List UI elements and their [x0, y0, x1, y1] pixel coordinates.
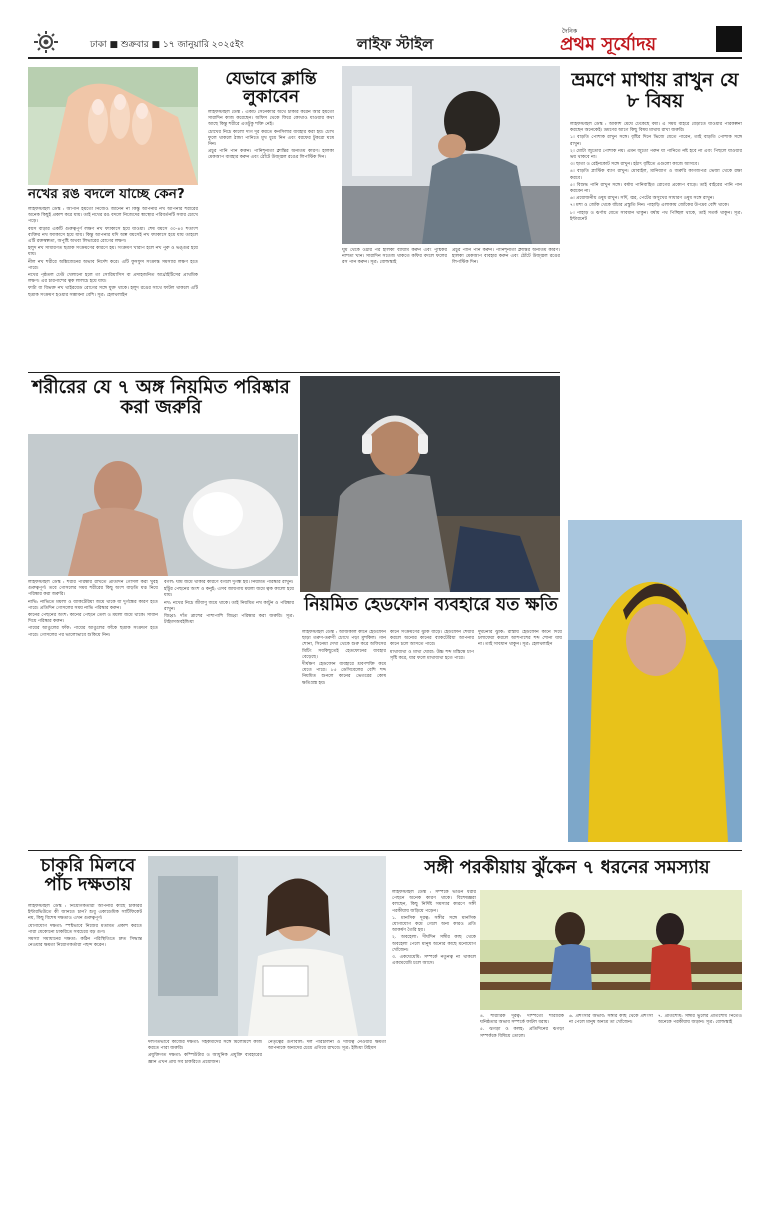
headphones-photo: [300, 376, 560, 592]
travel-paragraph: ৬। প্রয়োজনীয় ওষুধ রাখুন। সর্দি, জ্বর, পেটের অসুখের সাধারণ ওষুধ সঙ্গে রাখুন।: [570, 196, 715, 202]
nails-paragraph: ফাটা বা বিভক্ত নখ থাইরয়েড রোগের সঙ্গে যুক্ত থাকে। হলুদ রঙের সাথে ফাটল থাকলে এটি ছত্রাক সংক্রমণ হওয়ার সম্ভাবনা বেশি। সূত্র: হেলথলাইন: [28, 286, 198, 298]
relationship-paragraph: ১. মানসিক দূরত্ব: সঙ্গীর সঙ্গে মানসিক যোগাযোগ কমে গেলে অন্য কারও প্রতি আকর্ষণ তৈরি হয়।: [392, 915, 476, 934]
travel-paragraph: ৫। বিশুদ্ধ পানি রাখুন সঙ্গে। বর্ষায় পানিবাহিত রোগের প্রকোপ বাড়ে। তাই বাইরের পানি পান করবেন না।: [570, 182, 742, 195]
relationship-col4: [658, 1014, 742, 1172]
logo-small: দৈনিক: [562, 28, 578, 35]
job-skills-col2: [148, 1040, 262, 1172]
body-parts-paragraph: নাভি: নাভিতে ময়লা ও ব্যাকটেরিয়া জমে থাকে যা দুর্গন্ধের কারণ হতে পারে। প্রতিদিন গোসলের সময় নাভি পরিষ্কার করুন।: [28, 599, 158, 611]
relationship-col3: [569, 1014, 653, 1172]
job-skills-headline: চাকরি মিলবে পাঁচ দক্ষতায়: [40, 855, 136, 896]
fatigue-paragraph: লাইফস্টাইল ডেস্ক : একটি সেনেকারি অর্থে চাকরি করেন আর হয়তো সারাদিন কাজ করেছেন। অফিস থেকে ফিরে কোথাও যাওয়ার কথা আছে কিন্তু শরীরে এতটুকু শক্তি নেই।: [208, 110, 334, 128]
nails-paragraph: লাইফস্টাইল ডেস্ক : আপনি হয়তো নিজেও জানেন না কিন্তু আপনার নখ আপনার শরীরের অনেক কিছুই প্রকাশ করে যায়। তাই নখের রঙ বদলে নিজেদের স্বাস্থ্যের পরিবর্তনটি সবার চোখে পড়ে।: [28, 207, 198, 225]
relationship-col2: [480, 1014, 564, 1172]
relationship-paragraph: ৫. ঝগড়া ও কলহ: প্রতিদিনের ঝগড়া সম্পর্ককে বিষিয়ে তোলে।: [480, 1027, 564, 1039]
headphones-paragraph: কানে সংক্রমণের ঝুঁকি বাড়ে। হেডফোন শেয়ার করলে অন্যের কানের ব্যাকটেরিয়া আপনার কানে চলে আসতে পারে।: [390, 630, 474, 648]
travel-paragraph: ২। মোটা জুতোর পোশাক নয়। এমন জুতো পরুন যা পানিতে নষ্ট হবে না এবং পিছলে যাওয়ার ভয় থাকবে না।: [570, 148, 742, 161]
travel-paragraph: ৮। পাহাড় ও ঝর্ণায় যেতে সাবধান থাকুন। বর্ষায় পথ পিচ্ছিল থাকে, তাই সতর্ক থাকুন। সূত্র: ইন্টারনেট: [570, 210, 742, 222]
masthead: [0, 0, 768, 58]
job-skills-photo: [148, 856, 386, 1036]
fatigue-photo: [342, 66, 560, 244]
section-title: লাইফ স্টাইল: [356, 35, 434, 53]
masthead-rule: [28, 57, 742, 59]
travel-paragraph: ১। বাড়তি পোশাক রাখুন সঙ্গে। বৃষ্টির দিনে ভিজে যেতে পারেন, তাই বাড়তি পোশাক সঙ্গে রাখুন।: [570, 135, 742, 147]
nails-paragraph: নখের পৃষ্ঠতল ঢেউ খেলানো হলে তা সোরিয়াসিস বা প্রদাহজনিত আর্থ্রাইটিসের প্রাথমিক লক্ষণ। এর চারপাশের ত্বক লালচে হয়ে যায়।: [28, 273, 198, 285]
job-skills-paragraph: লাইফস্টাইল ডেস্ক : নিয়োগকর্তারা আপনার কাছে চাকরির ইন্টারভিউতে কী জানতে চান? শুধু একাডেমিক সার্টিফিকেট নয়, কিছু বিশেষ দক্ষতাও এখন গুরুত্বপূর্ণ।: [28, 904, 142, 922]
body-parts-col2: [164, 580, 294, 858]
job-skills-paragraph: প্রযুক্তিগত দক্ষতা: কম্পিউটার ও আধুনিক প্রযুক্তি ব্যবহারের জ্ঞান এখন প্রায় সব চাকরিতে প্রয়োজন।: [148, 1053, 262, 1065]
body-parts-headline: শরীরের যে ৭ অঙ্গ নিয়মিত পরিষ্কার করা জরুরি: [32, 377, 290, 418]
fatigue-paragraph: ঘুম থেকে ওঠার পর হালকা ব্যায়াম করুন এবং পুষ্টিকর নাশতা খান। সারাদিন সতেজ থাকতে কফির বদলে ফলের রস পান করুন। সূত্র: বোল্ডস্কাই: [342, 248, 447, 266]
logo-black-block: [716, 26, 742, 52]
fatigue-body-col3: [452, 248, 560, 368]
body-parts-paragraph: পায়ের আঙুলের ফাঁক: পায়ের আঙুলের ফাঁকে ছত্রাক সংক্রমণ হতে পারে। গোসলের পর ভালোভাবে শুকিয়ে নিন।: [28, 626, 158, 638]
headphones-paragraph: মাথাব্যথা ও মাথা ঘোরা: উচ্চ শব্দ মস্তিষ্কে চাপ সৃষ্টি করে, যার ফলে মাথাব্যথা হতে পারে।: [390, 649, 474, 661]
travel-paragraph: ৪। বাড়তি প্লাস্টিক ব্যাগ রাখুন। মোবাইল, মানিব্যাগ ও জরুরি কাগজপত্র ভেজা থেকে রক্ষা করবে।: [570, 169, 742, 181]
fatigue-paragraph: চোখের নিচে কালো দাগ দূর করতে কনসিলার ব্যবহার করা হয়। চোখ ফুলে থাকলে ঠান্ডা পানিতে মুখ ধুয়ে নিন এবং বরফের টুকরো ঘষে নিন।: [208, 129, 334, 148]
relationship-col1: [392, 890, 476, 1172]
job-skills-paragraph: দলগতভাবে কাজের দক্ষতা: সহকর্মীদের সঙ্গে মিলেমিশে কাজ করতে পারা জরুরি।: [148, 1040, 262, 1052]
body-parts-paragraph: হাঁটুর পেছনের অংশ ও কনুই: এসব জায়গায় ময়লা জমে ত্বক কালো হয়ে যায়।: [164, 587, 294, 599]
newspaper-logo: প্রথম সূর্যোদয়: [560, 34, 657, 55]
date-line: ঢাকা ■ শুক্রবার ■ ১৭ জানুয়ারি ২০২৫ইং: [90, 40, 244, 50]
relationship-headline: সঙ্গী পরকীয়ায় ঝুঁকেন ৭ ধরনের সমস্যায়: [424, 857, 710, 878]
nails-paragraph: বয়স বাড়ার একটি গুরুত্বপূর্ণ লক্ষণ নখ ফ্যাকাসে হয়ে যাওয়া। শেষ বয়সে ৩০-৪০ শতাংশ ব্যক্তির নখ ফ্যাকাসে হয়ে যায়। কিন্তু আপনার যদি অল্প বয়সেই নখ ফ্যাকাসে হয়ে যায় তাহলে এটি রক্তস্বল্পতা, অপুষ্টি অথবা লিভারের রোগের লক্ষণ।: [28, 226, 198, 245]
relationship-paragraph: ৪. শারীরিক দূরত্ব: দাম্পত্যে শারীরিক ঘনিষ্ঠতার অভাব সম্পর্কে ফাটল ধরায়।: [480, 1014, 564, 1026]
headphones-paragraph: দীর্ঘক্ষণ হেডফোন ব্যবহারে শ্রবণশক্তি কমে যেতে পারে। ৮৫ ডেসিবেলের বেশি শব্দ নিয়মিত শুনলে কানের ভেতরের কোষ ক্ষতিগ্রস্ত হয়।: [302, 662, 386, 686]
job-skills-col1: [28, 904, 142, 1172]
fatigue-body-col2: [342, 248, 447, 368]
shower-photo: [28, 434, 298, 576]
headphones-headline: নিয়মিত হেডফোন ব্যবহারে যত ক্ষতি: [304, 595, 558, 615]
fatigue-headline: যেভাবে ক্লান্তি লুকাবেন: [225, 69, 317, 108]
fatigue-paragraph: প্রচুর পানি পান করুন। পানিশূন্যতা ক্লান্তির অন্যতম কারণ। হালকা মেকআপ ব্যবহার করুন এবং ঠোঁটে উজ্জ্বল রঙের লিপস্টিক দিন।: [208, 149, 334, 161]
body-parts-paragraph: বগল: ঘাম জমে থাকার কারণে বগলে দুর্গন্ধ হয়। নিয়মিত পরিষ্কার রাখুন।: [164, 580, 294, 585]
job-skills-paragraph: নেতৃত্বের গুণাবলি: দল পরিচালনা ও দায়িত্ব নেওয়ার ক্ষমতা আপনাকে অন্যদের চেয়ে এগিয়ে রাখবে। সূত্র: ইন্ডিয়া টাইমস: [268, 1040, 386, 1052]
travel-headline: ভ্রমণে মাথায় রাখুন যে ৮ বিষয়: [571, 69, 739, 112]
relationship-paragraph: ৬. প্রশংসার অভাব: সঙ্গীর কাছ থেকে প্রশংসা না পেলে মানুষ অন্যত্র তা খোঁজেন।: [569, 1014, 653, 1026]
relationship-photo: [480, 890, 742, 1010]
fatigue-paragraph: প্রচুর পানি পান করুন। পানিশূন্যতা ক্লান্তির অন্যতম কারণ। হালকা মেকআপ ব্যবহার করুন এবং ঠোঁটে উজ্জ্বল রঙের লিপস্টিক দিন।: [452, 248, 560, 266]
nails-paragraph: নীল নখ শরীরে অক্সিজেনের অভাব নির্দেশ করে। এটি ফুসফুস সংক্রান্ত সমস্যার লক্ষণ হতে পারে।: [28, 259, 198, 271]
section-rule: [28, 850, 742, 851]
nails-headline: নখের রঙ বদলে যাচ্ছে কেন?: [28, 186, 185, 202]
body-parts-paragraph: কানের পেছনের অংশ: কানের পেছনে তেল ও ময়লা জমে থাকে। সাবান দিয়ে পরিষ্কার করুন।: [28, 613, 158, 625]
travel-paragraph: ৩। ছাতা ও রেইনকোট সঙ্গে রাখুন। হঠাৎ বৃষ্টিতে এগুলো কাজে আসবে।: [570, 162, 699, 168]
relationship-paragraph: ৩. একঘেয়েমি: সম্পর্কে নতুনত্ব না থাকলে একঘেয়েমি চলে আসে।: [392, 955, 476, 967]
headphones-col1: [302, 630, 386, 858]
job-skills-col3: [268, 1040, 386, 1172]
travel-paragraph: ৭। মশা ও জোঁক থেকে বাঁচার প্রস্তুতি নিন। পাহাড়ি এলাকায় জোঁকের উপদ্রব বেশি থাকে।: [570, 203, 730, 209]
travel-photo: [568, 520, 742, 842]
relationship-paragraph: লাইফস্টাইল ডেস্ক : সম্পর্কে ভাঙন ধরার পেছনে অনেক কারণ থাকে। বিশেষজ্ঞরা বলছেন, কিছু নির্দিষ্ট সমস্যার কারণে সঙ্গী পরকীয়ায় জড়িয়ে পড়েন।: [392, 890, 476, 914]
nails-body: [28, 207, 198, 367]
job-skills-paragraph: যোগাযোগ দক্ষতা: স্পষ্টভাবে নিজের মতামত প্রকাশ করতে পারা যেকোনো চাকরিতে সবচেয়ে বড় গুণ।: [28, 923, 142, 935]
section-rule: [28, 372, 560, 373]
body-parts-paragraph: নখ: নখের নিচে জীবাণু জমে থাকে। তাই নিয়মিত নখ কাটুন ও পরিষ্কার রাখুন।: [164, 600, 294, 612]
nails-photo: [28, 67, 198, 185]
travel-paragraph: লাইফস্টাইল ডেস্ক : আকাশ মেঘে ঢেকেছে বর্ষা। এ সময় বাইরে বেড়াতে যাওয়ার পরিকল্পনা করছেন অনেকেই। ভ্রমণের আগে কিছু বিষয় মাথায় রাখা জরুরি।: [570, 122, 742, 134]
body-parts-paragraph: জিহ্বা: দাঁত ব্রাশের পাশাপাশি জিহ্বা পরিষ্কার করা জরুরি। সূত্র: টাইমসঅবইন্ডিয়া: [164, 614, 294, 626]
nails-paragraph: হলুদ নখ সাধারণত ছত্রাক সংক্রমণের কারণে হয়। সংক্রমণ খারাপ হলে নখ পুরু ও ভঙ্গুর হয়ে যায়।: [28, 246, 198, 258]
headphones-col2: [390, 630, 474, 858]
relationship-paragraph: ২. অবহেলা: দীর্ঘদিন সঙ্গীর কাছ থেকে অবহেলা পেলে মানুষ অন্যের কাছে মনোযোগ খোঁজেন।: [392, 935, 476, 953]
travel-body: [570, 122, 742, 512]
job-skills-paragraph: সমস্যা সমাধানের দক্ষতা: কঠিন পরিস্থিতিতে দ্রুত সিদ্ধান্ত নেওয়ার ক্ষমতা নিয়োগকর্তারা পছন্দ করেন।: [28, 937, 142, 949]
fatigue-body-col1: [208, 110, 334, 368]
body-parts-paragraph: লাইফস্টাইল ডেস্ক : শরীর পরিষ্কার রাখতে প্রতিদিন গোসল করা খুবই গুরুত্বপূর্ণ। তবে গোসলের সময় শরীরের কিছু অংশ বাড়তি যত্ন নিয়ে পরিষ্কার করা জরুরি।: [28, 580, 158, 598]
body-parts-col1: [28, 580, 158, 858]
headphones-paragraph: দুর্ঘটনার ঝুঁকি: রাস্তায় হেডফোন কানে দিয়ে চলাফেরা করলে আশপাশের শব্দ শোনা যায় না। তাই সাবধান থাকুন। সূত্র: হেলথলাইন: [478, 630, 562, 648]
headphones-col3: [478, 630, 562, 858]
relationship-paragraph: ৭. প্রতিশোধ: সঙ্গীর ভুলের প্রতিশোধ নিতেও অনেকে পরকীয়ায় জড়ান। সূত্র: বোল্ডস্কাই: [658, 1014, 742, 1026]
headphones-paragraph: লাইফস্টাইল ডেস্ক : আজকাল কানে হেডফোন ছাড়া তরুণ-তরুণী চোখে পড়া মুশকিল। গান শোনা, সিনেমা দেখা থেকে শুরু করে অফিসের মিটিং সবকিছুতেই হেডফোনের ব্যবহার বেড়েছে।: [302, 630, 386, 660]
sun-emblem-icon: [30, 30, 62, 54]
